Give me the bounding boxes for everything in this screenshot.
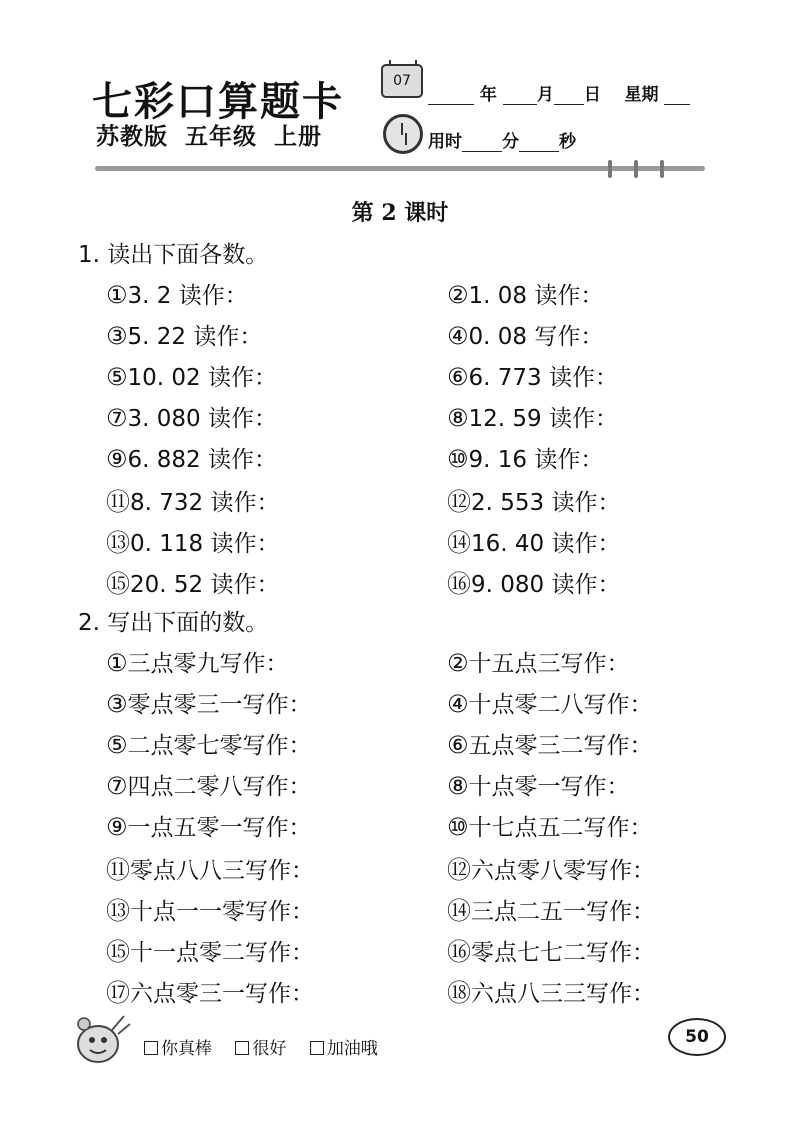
item-number: ⑭ xyxy=(447,897,471,925)
mascot-icon xyxy=(68,1010,138,1070)
year-blank[interactable] xyxy=(428,88,474,105)
item-number: ⑫ xyxy=(447,488,471,516)
item-number: ⑨ xyxy=(106,445,128,473)
exercise-item xyxy=(106,277,248,310)
item-text: 五点零三二写作： xyxy=(468,733,653,759)
day-blank[interactable] xyxy=(554,88,584,105)
item-number: ① xyxy=(106,281,128,309)
exercise-item xyxy=(106,645,289,678)
binder-pin-icon xyxy=(658,160,666,178)
check-label-great: 你真棒 xyxy=(161,1039,212,1059)
item-number: ⑪ xyxy=(106,488,130,516)
item-text: 6. 882 读作： xyxy=(127,447,277,473)
item-text: 三点二五一写作： xyxy=(471,899,655,925)
item-number: ③ xyxy=(106,322,128,350)
minutes-blank[interactable] xyxy=(462,135,502,152)
item-number: ② xyxy=(447,649,469,677)
clock-icon xyxy=(383,114,423,154)
item-text: 六点零八零写作： xyxy=(471,858,655,884)
exercise-item xyxy=(447,891,655,926)
date-fields xyxy=(428,80,690,105)
check-label-keep-going: 加油哦 xyxy=(326,1039,378,1059)
item-text: 9. 080 读作： xyxy=(471,572,621,598)
item-number: ③ xyxy=(106,690,128,718)
exercise-item xyxy=(106,318,262,351)
item-text: 0. 118 读作： xyxy=(130,531,280,557)
item-number: ⑰ xyxy=(106,979,130,1007)
item-text: 十一点零二写作： xyxy=(130,940,314,966)
item-text: 20. 52 读作： xyxy=(130,572,280,598)
month-blank[interactable] xyxy=(503,88,537,105)
item-number: ⑫ xyxy=(447,856,471,884)
item-text: 二点零七零写作： xyxy=(127,733,312,759)
item-text: 6. 773 读作： xyxy=(468,365,618,391)
item-text: 5. 22 读作： xyxy=(127,324,263,350)
exercise-item xyxy=(106,441,277,474)
exercise-item xyxy=(106,686,312,719)
item-number: ⑨ xyxy=(106,813,128,841)
month-label: 月 xyxy=(536,85,554,105)
exercise-item xyxy=(447,727,653,760)
checkbox-great[interactable] xyxy=(144,1041,158,1055)
item-text: 8. 732 读作： xyxy=(130,490,280,516)
item-number: ⑥ xyxy=(447,363,469,391)
exercise-item xyxy=(447,932,655,967)
exercise-item xyxy=(106,359,277,392)
exercise-item xyxy=(106,564,279,599)
item-number: ④ xyxy=(447,690,469,718)
item-text: 2. 553 读作： xyxy=(471,490,621,516)
item-text: 十五点三写作： xyxy=(468,651,630,677)
item-text: 一点五零一写作： xyxy=(127,815,312,841)
item-text: 六点零三一写作： xyxy=(130,981,314,1007)
item-number: ⑮ xyxy=(106,570,130,598)
time-label: 用时 xyxy=(428,132,462,152)
item-text: 零点七七二写作： xyxy=(471,940,655,966)
item-number: ① xyxy=(106,649,128,677)
exercise-item xyxy=(106,809,312,842)
item-number: ⑬ xyxy=(106,529,130,557)
item-text: 9. 16 读作： xyxy=(468,447,604,473)
item-text: 零点八八三写作： xyxy=(130,858,314,884)
item-number: ⑦ xyxy=(106,772,128,800)
exercise-item xyxy=(447,850,655,885)
weekday-label: 星期 xyxy=(624,85,659,105)
item-number: ⑯ xyxy=(447,938,471,966)
exercise-item xyxy=(106,400,277,433)
item-number: ④ xyxy=(447,322,469,350)
exercise-item xyxy=(106,973,314,1008)
exercise-item xyxy=(447,318,603,351)
item-number: ⑱ xyxy=(447,979,471,1007)
item-text: 3. 080 读作： xyxy=(127,406,277,432)
exercise-item xyxy=(106,482,279,517)
exercise-item xyxy=(447,686,653,719)
item-number: ⑯ xyxy=(447,570,471,598)
exercise-item xyxy=(106,850,314,885)
edition-subtitle: 苏教版 五年级 上册 xyxy=(96,124,323,150)
item-number: ⑭ xyxy=(447,529,471,557)
item-number: ⑧ xyxy=(447,772,469,800)
exercise-item xyxy=(447,277,603,310)
minutes-label: 分 xyxy=(502,132,519,152)
item-number: ⑮ xyxy=(106,938,130,966)
item-number: ⑩ xyxy=(447,445,469,473)
exercise-item xyxy=(447,564,620,599)
brand-logo: 七彩口算题卡 xyxy=(92,79,344,125)
binder-pin-icon xyxy=(632,160,640,178)
item-text: 四点二零八写作： xyxy=(127,774,312,800)
section2-title: 2. 写出下面的数。 xyxy=(78,610,269,636)
item-text: 10. 02 读作： xyxy=(127,365,277,391)
item-number: ⑪ xyxy=(106,856,130,884)
exercise-item xyxy=(106,932,314,967)
exercise-item xyxy=(447,973,655,1008)
item-number: ⑤ xyxy=(106,731,128,759)
item-text: 3. 2 读作： xyxy=(127,283,248,309)
rating-checkboxes xyxy=(144,1034,378,1059)
item-text: 三点零九写作： xyxy=(127,651,289,677)
check-label-good: 很好 xyxy=(252,1039,287,1059)
time-fields xyxy=(428,127,576,152)
exercise-item xyxy=(447,400,618,433)
item-text: 十点一一零写作： xyxy=(130,899,314,925)
year-label: 年 xyxy=(479,85,497,105)
item-number: ⑩ xyxy=(447,813,469,841)
exercise-item xyxy=(447,482,620,517)
exercise-item xyxy=(106,727,312,760)
item-number: ⑧ xyxy=(447,404,469,432)
item-text: 1. 08 读作： xyxy=(468,283,604,309)
item-text: 十点零二八写作： xyxy=(468,692,653,718)
lesson-title: 第 2 课时 xyxy=(351,200,449,226)
exercise-item xyxy=(447,359,618,392)
exercise-item xyxy=(447,809,653,842)
exercise-item xyxy=(106,768,312,801)
exercise-item xyxy=(106,891,314,926)
exercise-item xyxy=(447,441,603,474)
item-number: ⑥ xyxy=(447,731,469,759)
item-number: ⑤ xyxy=(106,363,128,391)
exercise-item xyxy=(447,768,630,801)
item-text: 16. 40 读作： xyxy=(471,531,621,557)
exercise-item xyxy=(447,523,620,558)
checkbox-keep-going[interactable] xyxy=(310,1041,324,1055)
calendar-number: 07 xyxy=(393,73,411,89)
item-text: 0. 08 写作： xyxy=(468,324,604,350)
section1-title: 1. 读出下面各数。 xyxy=(78,242,269,268)
weekday-blank[interactable] xyxy=(664,88,690,105)
item-number: ⑬ xyxy=(106,897,130,925)
item-text: 零点零三一写作： xyxy=(127,692,312,718)
calendar-icon xyxy=(381,64,423,98)
checkbox-good[interactable] xyxy=(235,1041,249,1055)
page-number: 50 xyxy=(668,1018,726,1056)
exercise-item xyxy=(447,645,630,678)
binder-pin-icon xyxy=(606,160,614,178)
day-label: 日 xyxy=(583,85,601,105)
item-text: 六点八三三写作： xyxy=(471,981,655,1007)
seconds-label: 秒 xyxy=(559,132,576,152)
item-number: ⑦ xyxy=(106,404,128,432)
item-number: ② xyxy=(447,281,469,309)
item-text: 十点零一写作： xyxy=(468,774,630,800)
seconds-blank[interactable] xyxy=(519,135,559,152)
item-text: 12. 59 读作： xyxy=(468,406,618,432)
exercise-item xyxy=(106,523,279,558)
item-text: 十七点五二写作： xyxy=(468,815,653,841)
